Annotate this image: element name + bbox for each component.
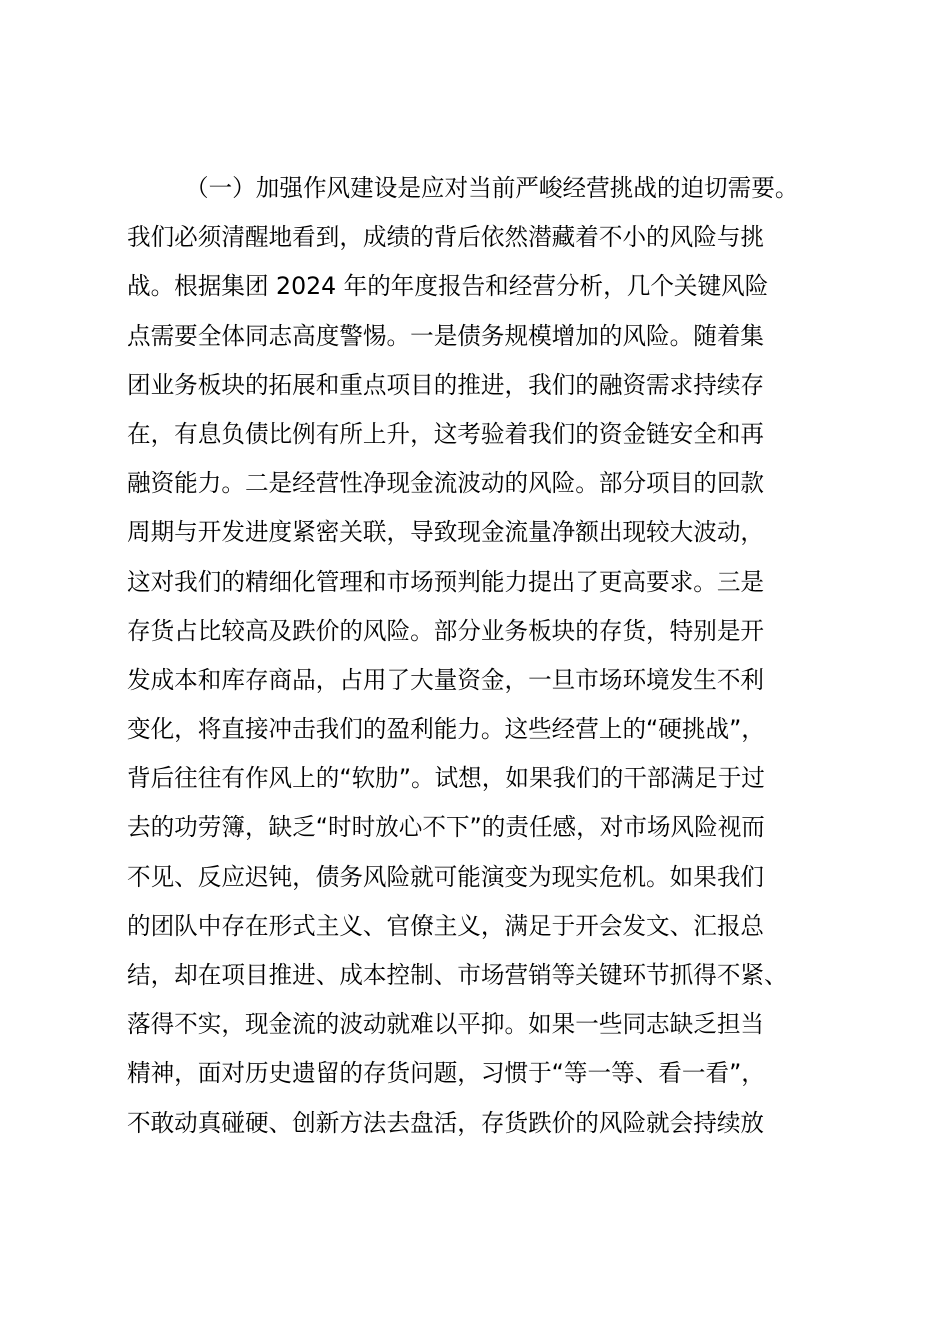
paragraph-line: 的团队中存在形式主义、官僚主义，满足于开会发文、汇报总 <box>127 911 765 940</box>
paragraph-line-heading: （一）加强作风建设是应对当前严峻经营挑战的迫切需要。 <box>185 174 799 202</box>
paragraph-line: 存货占比较高及跌价的风险。部分业务板块的存货，特别是开 <box>127 616 765 645</box>
paragraph-line: 结，却在项目推进、成本控制、市场营销等关键环节抓得不紧、 <box>127 961 788 989</box>
paragraph-line: 点需要全体同志高度警惕。一是债务规模增加的风险。随着集 <box>127 321 765 350</box>
paragraph-line: 周期与开发进度紧密关联，导致现金流量净额出现较大波动， <box>127 518 765 547</box>
paragraph-line: 发成本和库存商品，占用了大量资金，一旦市场环境发生不利 <box>127 665 765 694</box>
paragraph-line: 战。根据集团 2024 年的年度报告和经营分析，几个关键风险 <box>127 272 769 301</box>
body-paragraph <box>127 164 847 1148</box>
paragraph-line: 变化，将直接冲击我们的盈利能力。这些经营上的“硬挑战”， <box>127 715 765 744</box>
paragraph-line: 落得不实，现金流的波动就难以平抑。如果一些同志缺乏担当 <box>127 1010 765 1039</box>
paragraph-line: 不敢动真碰硬、创新方法去盘活，存货跌价的风险就会持续放 <box>127 1108 765 1137</box>
paragraph-line: 这对我们的精细化管理和市场预判能力提出了更高要求。三是 <box>127 567 765 596</box>
paragraph-line: 团业务板块的拓展和重点项目的推进，我们的融资需求持续存 <box>127 370 765 399</box>
paragraph-line: 融资能力。二是经营性净现金流波动的风险。部分项目的回款 <box>127 469 765 498</box>
paragraph-line: 在，有息负债比例有所上升，这考验着我们的资金链安全和再 <box>127 419 765 448</box>
paragraph-line: 背后往往有作风上的“软肋”。试想，如果我们的干部满足于过 <box>127 764 765 793</box>
paragraph-line: 精神，面对历史遗留的存货问题，习惯于“等一等、看一看”， <box>127 1059 765 1088</box>
paragraph-line: 我们必须清醒地看到，成绩的背后依然潜藏着不小的风险与挑 <box>127 223 765 252</box>
paragraph-line: 去的功劳簿，缺乏“时时放心不下”的责任感，对市场风险视而 <box>127 813 765 842</box>
paragraph-line: 不见、反应迟钝，债务风险就可能演变为现实危机。如果我们 <box>127 862 765 891</box>
